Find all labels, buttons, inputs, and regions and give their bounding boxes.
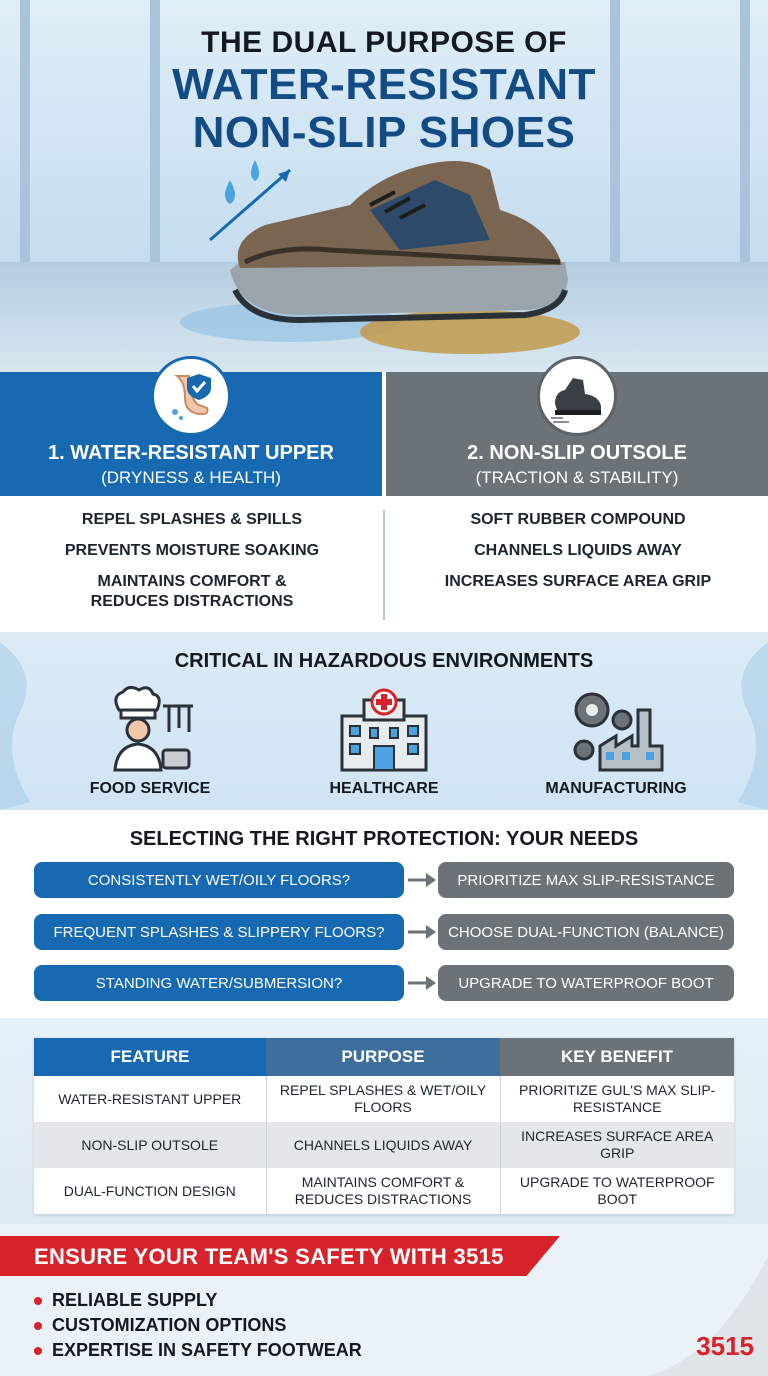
table-cell: NON-SLIP OUTSOLE xyxy=(34,1122,266,1168)
comparison-table xyxy=(34,1038,734,1214)
feature-points-water-resistant xyxy=(0,510,384,623)
feature-title: 2. NON-SLIP OUTSOLE xyxy=(467,442,687,464)
list-item xyxy=(34,1313,362,1338)
table-header-row xyxy=(34,1038,734,1076)
page-title-line-2: WATER-RESISTANT xyxy=(172,60,596,109)
feature-header-water-resistant xyxy=(0,372,382,496)
environment-label: HEALTHCARE xyxy=(329,780,439,797)
selection-title: SELECTING THE RIGHT PROTECTION: YOUR NEEDS xyxy=(129,828,639,850)
environment-manufacturing xyxy=(516,682,716,798)
feature-header-non-slip xyxy=(386,372,768,496)
bullet-icon xyxy=(34,1322,42,1330)
arrow-right-icon xyxy=(406,868,438,892)
selection-row xyxy=(34,965,734,1001)
recommendation: CHOOSE DUAL-FUNCTION (BALANCE) xyxy=(438,914,734,950)
environment-label: FOOD SERVICE xyxy=(89,780,211,797)
recommendation: PRIORITIZE MAX SLIP-RESISTANCE xyxy=(438,862,734,898)
environment-healthcare xyxy=(284,682,484,798)
table-cell: INCREASES SURFACE AREA GRIP xyxy=(500,1122,734,1168)
selection-section xyxy=(0,810,768,1018)
brand-logo: 3515 xyxy=(696,1331,754,1361)
table-cell: PRIORITIZE GUL'S MAX SLIP-RESISTANCE xyxy=(519,1082,716,1115)
table-row xyxy=(34,1168,734,1214)
safety-shoe-illustration xyxy=(170,150,590,370)
environment-food-service xyxy=(50,682,250,798)
table-cell: WATER-RESISTANT UPPER xyxy=(34,1076,266,1122)
foot-shield-icon xyxy=(151,356,231,436)
feature-subtitle: (TRACTION & STABILITY) xyxy=(475,468,679,487)
table-header: FEATURE xyxy=(34,1038,266,1076)
table-row xyxy=(34,1122,734,1168)
table-header: PURPOSE xyxy=(266,1038,500,1076)
page-title-line-1: THE DUAL PURPOSE OF xyxy=(201,26,567,59)
table-cell: DUAL-FUNCTION DESIGN xyxy=(34,1168,266,1214)
need-question: STANDING WATER/SUBMERSION? xyxy=(34,965,404,1001)
table-cell: REPEL SPLASHES & WET/OILY FLOORS xyxy=(266,1076,500,1122)
list-item: CHANNELS LIQUIDS AWAY xyxy=(474,542,682,559)
benefit-list xyxy=(34,1288,362,1363)
comparison-table-section xyxy=(0,1018,768,1224)
bullet-text: RELIABLE SUPPLY xyxy=(52,1290,218,1310)
hospital-icon xyxy=(284,682,484,772)
bullet-icon xyxy=(34,1347,42,1355)
cta-banner-text: ENSURE YOUR TEAM'S SAFETY WITH 3515 xyxy=(34,1244,504,1269)
list-item: MAINTAINS COMFORT & REDUCES DISTRACTIONS xyxy=(90,573,294,610)
chef-icon xyxy=(50,682,250,772)
table-header: KEY BENEFIT xyxy=(500,1038,734,1076)
list-item xyxy=(34,1288,362,1313)
column-divider xyxy=(383,510,385,620)
factory-icon xyxy=(516,682,716,772)
environment-label: MANUFACTURING xyxy=(545,780,687,797)
hero-section xyxy=(0,0,768,372)
environments-section xyxy=(0,632,768,810)
list-item: INCREASES SURFACE AREA GRIP xyxy=(444,573,712,590)
bullet-icon xyxy=(34,1297,42,1305)
feature-subtitle: (DRYNESS & HEALTH) xyxy=(101,468,281,487)
list-item: REPEL SPLASHES & SPILLS xyxy=(81,511,303,528)
arrow-right-icon xyxy=(406,920,438,944)
bullet-text: EXPERTISE IN SAFETY FOOTWEAR xyxy=(52,1340,362,1360)
page-title-line-3: NON-SLIP SHOES xyxy=(192,108,576,157)
table-row xyxy=(34,1076,734,1122)
bullet-text: CUSTOMIZATION OPTIONS xyxy=(52,1315,287,1335)
footer-section xyxy=(0,1224,768,1376)
list-item: PREVENTS MOISTURE SOAKING xyxy=(64,542,320,559)
environments-title: CRITICAL IN HAZARDOUS ENVIRONMENTS xyxy=(174,650,594,672)
list-item xyxy=(34,1338,362,1363)
feature-section xyxy=(0,372,768,632)
need-question: CONSISTENTLY WET/OILY FLOORS? xyxy=(34,862,404,898)
selection-row xyxy=(34,914,734,950)
table-cell: UPGRADE TO WATERPROOF BOOT xyxy=(519,1174,715,1207)
feature-title: 1. WATER-RESISTANT UPPER xyxy=(48,442,334,464)
list-item: SOFT RUBBER COMPOUND xyxy=(470,511,686,528)
selection-row xyxy=(34,862,734,898)
shoe-icon xyxy=(537,356,617,436)
need-question: FREQUENT SPLASHES & SLIPPERY FLOORS? xyxy=(34,914,404,950)
recommendation: UPGRADE TO WATERPROOF BOOT xyxy=(438,965,734,1001)
table-cell: MAINTAINS COMFORT & REDUCES DISTRACTIONS xyxy=(266,1168,500,1214)
arrow-right-icon xyxy=(406,971,438,995)
table-cell: CHANNELS LIQUIDS AWAY xyxy=(266,1122,500,1168)
feature-points-non-slip xyxy=(386,510,768,603)
